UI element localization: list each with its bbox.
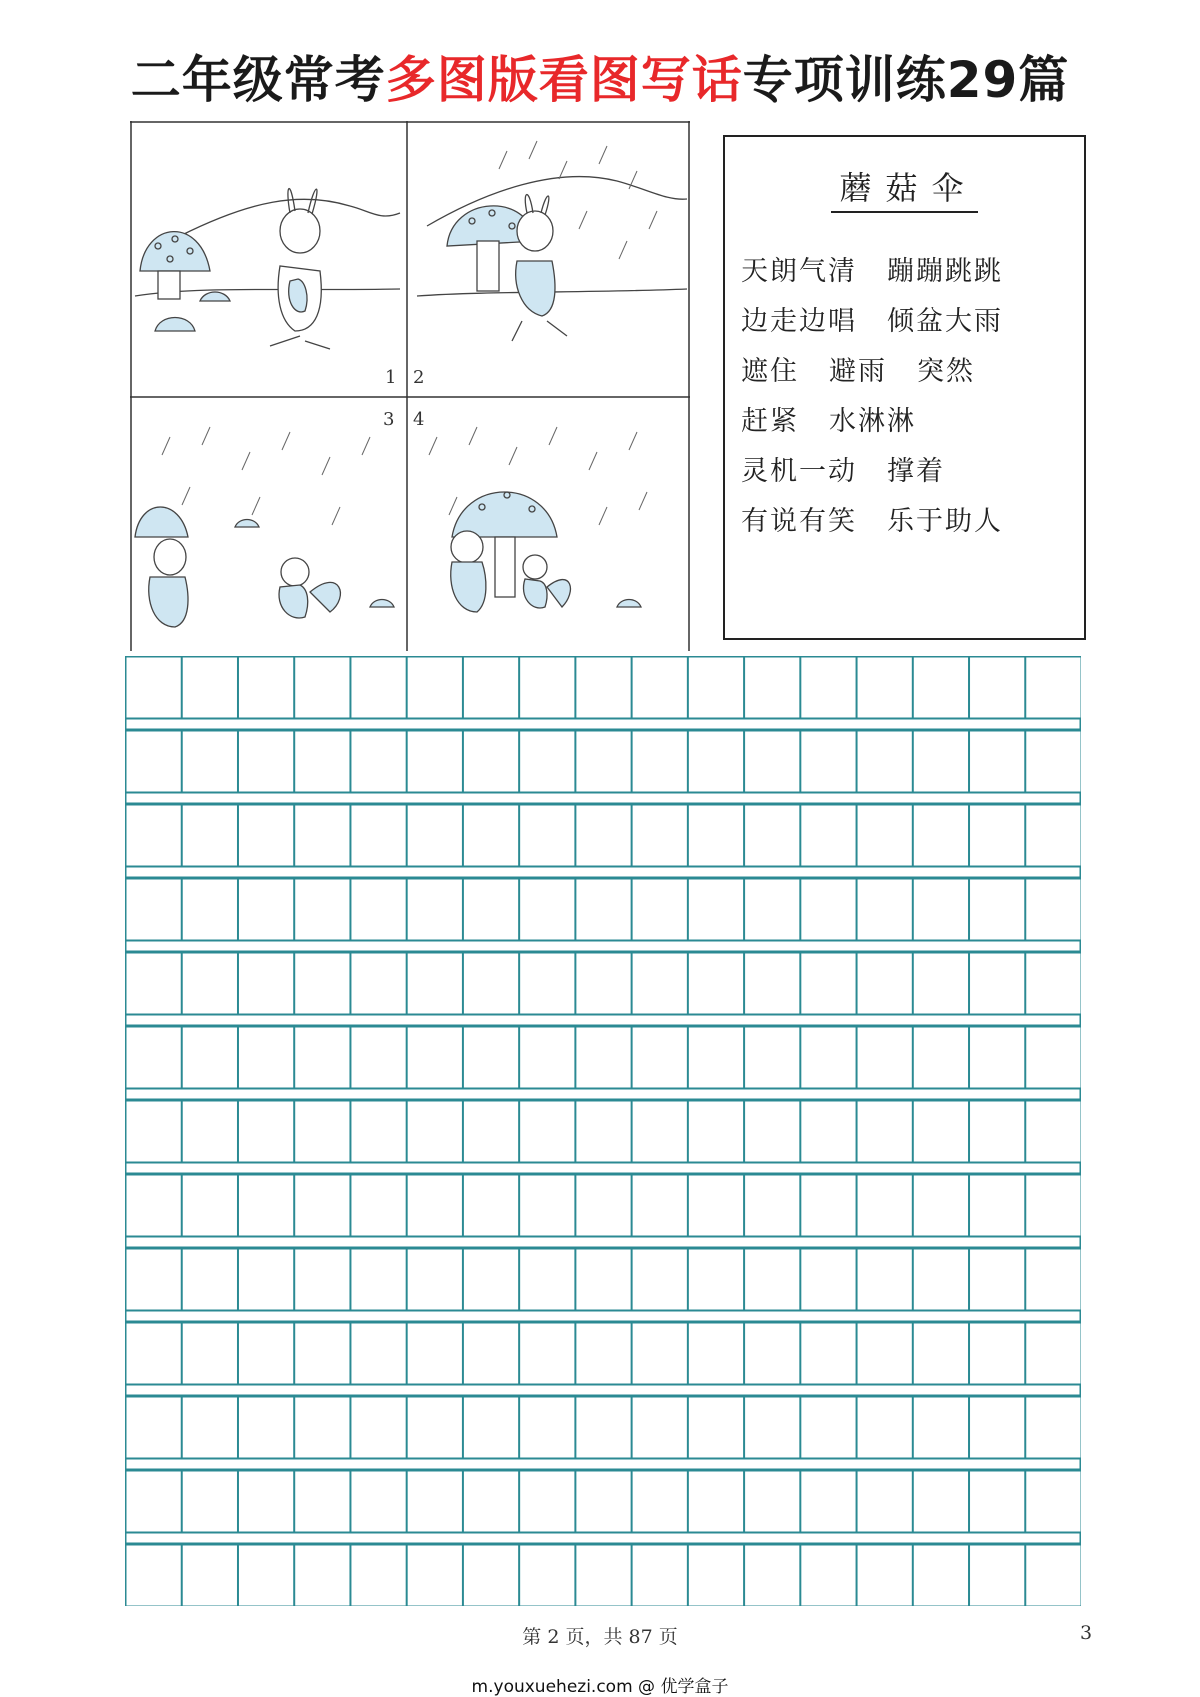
grid-row <box>126 1471 1081 1533</box>
grid-cell[interactable] <box>1026 1471 1081 1533</box>
grid-cell[interactable] <box>519 1545 575 1606</box>
grid-cell[interactable] <box>576 805 632 867</box>
grid-row <box>126 731 1081 793</box>
grid-cell[interactable] <box>857 731 913 793</box>
grid-cell[interactable] <box>688 1027 744 1089</box>
grid-cell[interactable] <box>801 805 857 867</box>
word-item: 撑着 <box>887 456 945 487</box>
grid-cell[interactable] <box>407 1027 463 1089</box>
grid-cell[interactable] <box>688 953 744 1015</box>
grid-cell[interactable] <box>519 1175 575 1237</box>
panel-1-number: 1 <box>385 367 397 388</box>
story-title-text: 蘑菇伞 <box>831 163 977 213</box>
grid-cell[interactable] <box>407 1397 463 1459</box>
word-item: 避雨 <box>829 356 887 387</box>
word-item: 赶紧 <box>741 406 799 437</box>
grid-cell[interactable] <box>294 1175 350 1237</box>
page-title <box>0 40 1200 112</box>
grid-cell[interactable] <box>969 1249 1025 1311</box>
grid-cell[interactable] <box>576 1545 632 1606</box>
grid-cell[interactable] <box>576 953 632 1015</box>
word-line <box>741 247 1081 297</box>
grid-row <box>126 879 1081 941</box>
grid-cell[interactable] <box>463 1101 519 1163</box>
grid-cell[interactable] <box>969 1471 1025 1533</box>
grid-spacer-band <box>126 1237 1081 1248</box>
grid-cell[interactable] <box>351 1397 407 1459</box>
grid-cell[interactable] <box>126 1397 182 1459</box>
grid-cell[interactable] <box>913 1175 969 1237</box>
grid-cell[interactable] <box>238 1471 294 1533</box>
grid-cell[interactable] <box>632 1471 688 1533</box>
grid-cell[interactable] <box>407 1101 463 1163</box>
word-item: 突然 <box>917 356 975 387</box>
panel-3-number: 3 <box>383 409 395 430</box>
grid-cell[interactable] <box>463 1471 519 1533</box>
grid-cell[interactable] <box>857 1027 913 1089</box>
grid-cell[interactable] <box>857 1175 913 1237</box>
grid-cell[interactable] <box>294 1471 350 1533</box>
grid-cell[interactable] <box>351 657 407 719</box>
grid-cell[interactable] <box>126 1323 182 1385</box>
grid-cell[interactable] <box>238 1323 294 1385</box>
grid-cell[interactable] <box>351 805 407 867</box>
grid-cell[interactable] <box>969 1175 1025 1237</box>
word-item: 蹦蹦跳跳 <box>887 256 1003 287</box>
grid-cell[interactable] <box>801 953 857 1015</box>
grid-cell[interactable] <box>1026 731 1081 793</box>
grid-cell[interactable] <box>182 657 238 719</box>
grid-cell[interactable] <box>744 879 800 941</box>
grid-cell[interactable] <box>238 1545 294 1606</box>
grid-cell[interactable] <box>857 879 913 941</box>
grid-cell[interactable] <box>857 1323 913 1385</box>
grid-cell[interactable] <box>744 1101 800 1163</box>
grid-cell[interactable] <box>688 805 744 867</box>
grid-cell[interactable] <box>407 879 463 941</box>
grid-spacer-band <box>126 1311 1081 1322</box>
grid-cell[interactable] <box>632 731 688 793</box>
grid-cell[interactable] <box>801 657 857 719</box>
grid-cell[interactable] <box>407 1249 463 1311</box>
grid-cell[interactable] <box>688 1175 744 1237</box>
grid-cell[interactable] <box>913 879 969 941</box>
grid-cell[interactable] <box>576 1323 632 1385</box>
grid-cell[interactable] <box>407 1175 463 1237</box>
grid-cell[interactable] <box>576 879 632 941</box>
grid-cell[interactable] <box>576 1175 632 1237</box>
grid-cell[interactable] <box>801 1249 857 1311</box>
grid-cell[interactable] <box>913 1397 969 1459</box>
grid-cell[interactable] <box>969 731 1025 793</box>
grid-cell[interactable] <box>913 1249 969 1311</box>
grid-cell[interactable] <box>126 879 182 941</box>
grid-cell[interactable] <box>351 1175 407 1237</box>
grid-cell[interactable] <box>576 1397 632 1459</box>
grid-cell[interactable] <box>126 1175 182 1237</box>
grid-cell[interactable] <box>801 731 857 793</box>
grid-cell[interactable] <box>294 879 350 941</box>
grid-cell[interactable] <box>632 953 688 1015</box>
grid-spacer-band <box>126 1015 1081 1026</box>
grid-cell[interactable] <box>857 1249 913 1311</box>
grid-cell[interactable] <box>801 1101 857 1163</box>
word-line <box>741 447 1081 497</box>
grid-cell[interactable] <box>857 953 913 1015</box>
panel-2-number: 2 <box>413 367 425 388</box>
grid-cell[interactable] <box>238 731 294 793</box>
grid-cell[interactable] <box>463 1027 519 1089</box>
page-number: 第 2 页，共 87 页 <box>522 1626 678 1648</box>
grid-cell[interactable] <box>801 1027 857 1089</box>
grid-cell[interactable] <box>351 953 407 1015</box>
word-item: 遮住 <box>741 356 799 387</box>
grid-cell[interactable] <box>1026 953 1081 1015</box>
grid-cell[interactable] <box>519 1027 575 1089</box>
grid-spacer-band <box>126 1163 1081 1174</box>
grid-cell[interactable] <box>688 731 744 793</box>
grid-cell[interactable] <box>1026 657 1081 719</box>
grid-cell[interactable] <box>407 1471 463 1533</box>
grid-cell[interactable] <box>744 1175 800 1237</box>
word-line <box>741 297 1081 347</box>
grid-cell[interactable] <box>688 1545 744 1606</box>
grid-cell[interactable] <box>238 1249 294 1311</box>
grid-cell[interactable] <box>801 1323 857 1385</box>
grid-cell[interactable] <box>351 1323 407 1385</box>
grid-cell[interactable] <box>632 1323 688 1385</box>
grid-cell[interactable] <box>294 953 350 1015</box>
grid-cell[interactable] <box>857 805 913 867</box>
grid-cell[interactable] <box>351 1027 407 1089</box>
grid-cell[interactable] <box>857 1471 913 1533</box>
panel-4-number: 4 <box>413 409 425 430</box>
grid-cell[interactable] <box>126 657 182 719</box>
grid-cell[interactable] <box>463 731 519 793</box>
word-item: 乐于助人 <box>887 506 1003 537</box>
grid-cell[interactable] <box>1026 1397 1081 1459</box>
grid-cell[interactable] <box>632 879 688 941</box>
grid-cell[interactable] <box>576 1249 632 1311</box>
word-line <box>741 497 1081 547</box>
grid-cell[interactable] <box>126 1101 182 1163</box>
grid-cell[interactable] <box>969 1323 1025 1385</box>
grid-spacer-band <box>126 719 1081 730</box>
grid-cell[interactable] <box>744 1397 800 1459</box>
grid-cell[interactable] <box>969 1397 1025 1459</box>
grid-cell[interactable] <box>744 1249 800 1311</box>
grid-cell[interactable] <box>182 1249 238 1311</box>
grid-cell[interactable] <box>1026 1101 1081 1163</box>
word-item: 天朗气清 <box>741 256 857 287</box>
grid-row <box>126 1101 1081 1163</box>
grid-cell[interactable] <box>294 805 350 867</box>
word-item: 倾盆大雨 <box>887 306 1003 337</box>
title-part-1: 二年级常考 <box>130 51 386 109</box>
grid-cell[interactable] <box>182 1175 238 1237</box>
grid-row <box>126 953 1081 1015</box>
panel-4-scene <box>413 409 647 612</box>
grid-cell[interactable] <box>463 1545 519 1606</box>
grid-cell[interactable] <box>182 1101 238 1163</box>
grid-cell[interactable] <box>801 1545 857 1606</box>
grid-cell[interactable] <box>913 1101 969 1163</box>
grid-cell[interactable] <box>913 1545 969 1606</box>
grid-cell[interactable] <box>126 1249 182 1311</box>
grid-cell[interactable] <box>744 731 800 793</box>
grid-cell[interactable] <box>576 1027 632 1089</box>
grid-cell[interactable] <box>238 1101 294 1163</box>
grid-cell[interactable] <box>182 805 238 867</box>
grid-cell[interactable] <box>744 657 800 719</box>
grid-cell[interactable] <box>182 1397 238 1459</box>
grid-cell[interactable] <box>351 879 407 941</box>
grid-cell[interactable] <box>913 657 969 719</box>
grid-cell[interactable] <box>519 1471 575 1533</box>
grid-cell[interactable] <box>294 731 350 793</box>
grid-cell[interactable] <box>1026 879 1081 941</box>
grid-cell[interactable] <box>126 1545 182 1606</box>
grid-cell[interactable] <box>744 953 800 1015</box>
grid-cell[interactable] <box>632 1397 688 1459</box>
grid-cell[interactable] <box>519 879 575 941</box>
writing-grid <box>125 656 1081 1606</box>
grid-cell[interactable] <box>969 1101 1025 1163</box>
grid-cell[interactable] <box>969 953 1025 1015</box>
grid-cell[interactable] <box>238 657 294 719</box>
grid-cell[interactable] <box>801 1471 857 1533</box>
grid-cell[interactable] <box>632 657 688 719</box>
grid-cell[interactable] <box>182 1545 238 1606</box>
grid-cell[interactable] <box>632 1027 688 1089</box>
grid-cell[interactable] <box>519 805 575 867</box>
grid-cell[interactable] <box>744 805 800 867</box>
grid-cell[interactable] <box>351 1471 407 1533</box>
grid-cell[interactable] <box>463 1323 519 1385</box>
grid-cell[interactable] <box>688 879 744 941</box>
grid-cell[interactable] <box>688 1249 744 1311</box>
footer-watermark: m.youxuehezi.com @ 优学盒子 <box>471 1677 729 1697</box>
grid-cell[interactable] <box>351 731 407 793</box>
grid-row <box>126 1323 1081 1385</box>
grid-cell[interactable] <box>969 1545 1025 1606</box>
grid-spacer-band <box>126 1533 1081 1544</box>
grid-cell[interactable] <box>576 731 632 793</box>
grid-cell[interactable] <box>182 1323 238 1385</box>
grid-cell[interactable] <box>519 1397 575 1459</box>
grid-cell[interactable] <box>913 731 969 793</box>
grid-cell[interactable] <box>238 953 294 1015</box>
grid-cell[interactable] <box>407 731 463 793</box>
grid-cell[interactable] <box>801 1175 857 1237</box>
grid-cell[interactable] <box>407 1545 463 1606</box>
grid-cell[interactable] <box>857 1397 913 1459</box>
grid-cell[interactable] <box>294 1249 350 1311</box>
grid-cell[interactable] <box>463 1249 519 1311</box>
grid-cell[interactable] <box>126 1471 182 1533</box>
grid-cell[interactable] <box>1026 1249 1081 1311</box>
grid-cell[interactable] <box>913 953 969 1015</box>
word-bank-list <box>741 247 1081 547</box>
corner-page-number: 3 <box>1080 1622 1093 1644</box>
grid-cell[interactable] <box>407 1323 463 1385</box>
grid-cell[interactable] <box>632 1175 688 1237</box>
word-item: 水淋淋 <box>829 406 916 437</box>
grid-cell[interactable] <box>519 953 575 1015</box>
grid-spacer-band <box>126 1459 1081 1470</box>
grid-cell[interactable] <box>238 1027 294 1089</box>
grid-row <box>126 1027 1081 1089</box>
comic-strip <box>130 121 690 651</box>
grid-cell[interactable] <box>519 731 575 793</box>
grid-cell[interactable] <box>463 805 519 867</box>
grid-row <box>126 1249 1081 1311</box>
word-item: 灵机一动 <box>741 456 857 487</box>
panel-1-scene <box>135 189 400 388</box>
grid-cell[interactable] <box>913 805 969 867</box>
grid-row <box>126 657 1081 719</box>
grid-cell[interactable] <box>238 1397 294 1459</box>
grid-cell[interactable] <box>688 1323 744 1385</box>
grid-cell[interactable] <box>463 879 519 941</box>
grid-cell[interactable] <box>294 657 350 719</box>
grid-cell[interactable] <box>969 1027 1025 1089</box>
grid-cell[interactable] <box>463 657 519 719</box>
grid-cell[interactable] <box>688 1471 744 1533</box>
grid-cell[interactable] <box>576 657 632 719</box>
word-line <box>741 347 1081 397</box>
grid-cell[interactable] <box>913 1323 969 1385</box>
grid-cell[interactable] <box>407 953 463 1015</box>
grid-row <box>126 1175 1081 1237</box>
grid-cell[interactable] <box>969 805 1025 867</box>
grid-cell[interactable] <box>351 1249 407 1311</box>
grid-cell[interactable] <box>351 1545 407 1606</box>
grid-cell[interactable] <box>294 1545 350 1606</box>
word-item: 有说有笑 <box>741 506 857 537</box>
grid-cell[interactable] <box>182 1027 238 1089</box>
grid-cell[interactable] <box>294 1027 350 1089</box>
grid-cell[interactable] <box>182 953 238 1015</box>
grid-cell[interactable] <box>182 731 238 793</box>
grid-cell[interactable] <box>238 1175 294 1237</box>
comic-illustration <box>130 121 690 651</box>
grid-cell[interactable] <box>1026 1323 1081 1385</box>
grid-cell[interactable] <box>182 1471 238 1533</box>
grid-cell[interactable] <box>463 1175 519 1237</box>
grid-cell[interactable] <box>688 657 744 719</box>
grid-cell[interactable] <box>632 1249 688 1311</box>
grid-cell[interactable] <box>182 879 238 941</box>
panel-3-scene <box>135 409 394 627</box>
grid-cell[interactable] <box>294 1397 350 1459</box>
grid-cell[interactable] <box>1026 1175 1081 1237</box>
grid-cell[interactable] <box>576 1101 632 1163</box>
grid-cell[interactable] <box>126 731 182 793</box>
grid-cell[interactable] <box>744 1323 800 1385</box>
grid-cell[interactable] <box>857 1101 913 1163</box>
grid-cell[interactable] <box>126 953 182 1015</box>
grid-cell[interactable] <box>407 657 463 719</box>
writing-grid-svg <box>125 656 1081 1606</box>
grid-cell[interactable] <box>294 1101 350 1163</box>
word-item: 边走边唱 <box>741 306 857 337</box>
grid-cell[interactable] <box>238 879 294 941</box>
grid-cell[interactable] <box>351 1101 407 1163</box>
grid-row <box>126 1545 1081 1606</box>
grid-cell[interactable] <box>519 1323 575 1385</box>
grid-cell[interactable] <box>576 1471 632 1533</box>
grid-cell[interactable] <box>857 657 913 719</box>
title-part-2-highlight: 多图版看图写话 <box>385 51 743 109</box>
grid-spacer-band <box>126 1089 1081 1100</box>
grid-spacer-band <box>126 867 1081 878</box>
grid-cell[interactable] <box>688 1397 744 1459</box>
grid-cell[interactable] <box>126 1027 182 1089</box>
grid-cell[interactable] <box>519 1249 575 1311</box>
grid-cell[interactable] <box>1026 1545 1081 1606</box>
panel-2-scene <box>413 141 687 388</box>
grid-cell[interactable] <box>969 657 1025 719</box>
grid-spacer-band <box>126 941 1081 952</box>
grid-cell[interactable] <box>969 879 1025 941</box>
grid-cell[interactable] <box>744 1471 800 1533</box>
grid-cell[interactable] <box>632 1101 688 1163</box>
grid-cell[interactable] <box>913 1471 969 1533</box>
grid-cell[interactable] <box>519 657 575 719</box>
grid-cell[interactable] <box>632 805 688 867</box>
grid-cell[interactable] <box>744 1545 800 1606</box>
word-bank-box <box>723 135 1086 640</box>
grid-cell[interactable] <box>294 1323 350 1385</box>
grid-cell[interactable] <box>519 1101 575 1163</box>
grid-cell[interactable] <box>407 805 463 867</box>
title-part-3: 专项训练29篇 <box>742 51 1070 109</box>
grid-row <box>126 1397 1081 1459</box>
grid-cell[interactable] <box>857 1545 913 1606</box>
grid-cell[interactable] <box>126 805 182 867</box>
grid-row <box>126 805 1081 867</box>
grid-spacer-band <box>126 1385 1081 1396</box>
grid-cell[interactable] <box>744 1027 800 1089</box>
grid-cell[interactable] <box>463 1397 519 1459</box>
grid-spacer-band <box>126 793 1081 804</box>
grid-cell[interactable] <box>1026 1027 1081 1089</box>
grid-cell[interactable] <box>463 953 519 1015</box>
grid-cell[interactable] <box>238 805 294 867</box>
word-line <box>741 397 1081 447</box>
grid-cell[interactable] <box>801 879 857 941</box>
story-title <box>725 163 1084 213</box>
grid-cell[interactable] <box>913 1027 969 1089</box>
grid-cell[interactable] <box>632 1545 688 1606</box>
grid-cell[interactable] <box>688 1101 744 1163</box>
grid-cell[interactable] <box>1026 805 1081 867</box>
grid-cell[interactable] <box>801 1397 857 1459</box>
